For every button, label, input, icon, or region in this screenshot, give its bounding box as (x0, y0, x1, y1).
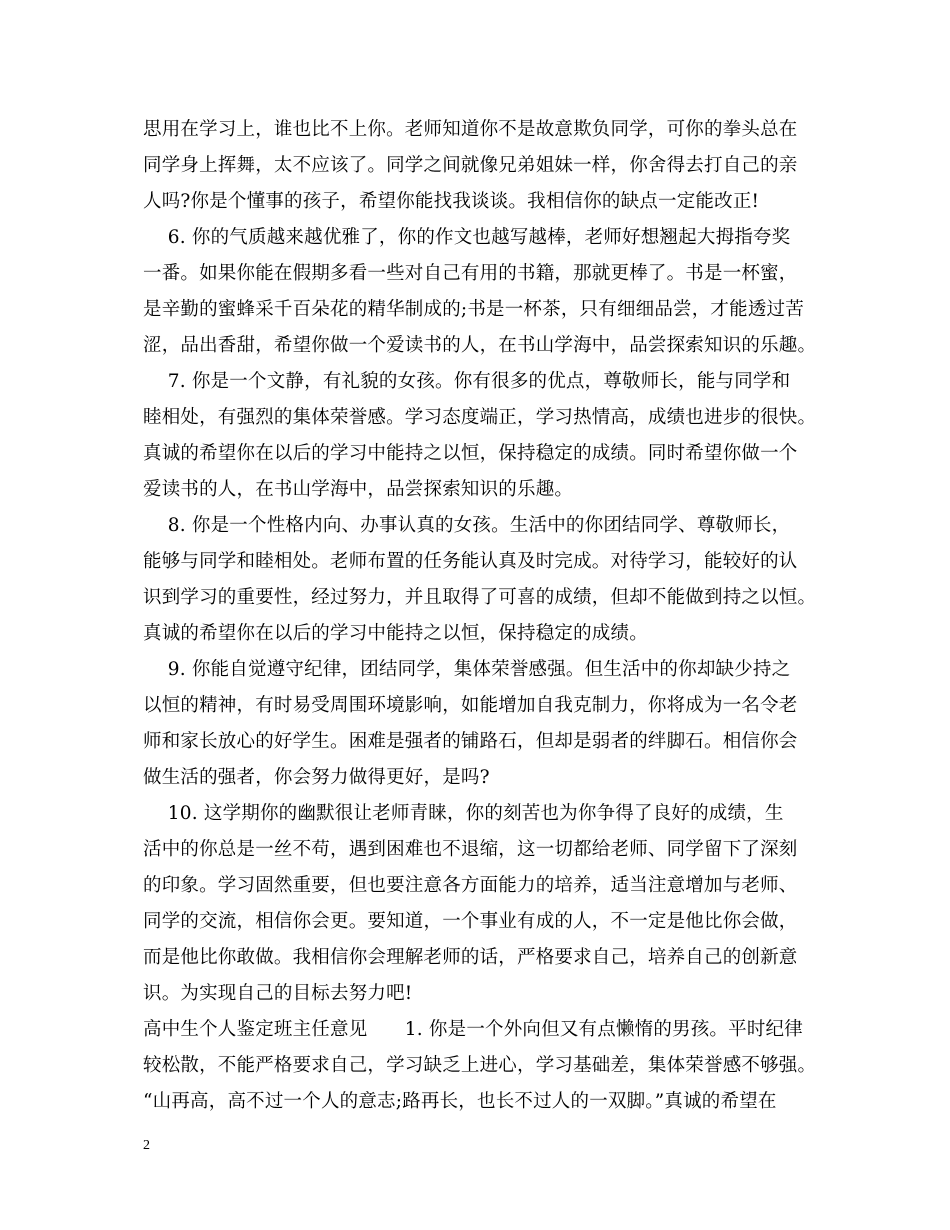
text-line: 7. 你是一个文静，有礼貌的女孩。你有很多的优点，尊敬师长，能与同学和 (143, 371, 791, 392)
text-line: 同学身上挥舞，太不应该了。同学之间就像兄弟姐妹一样，你舍得去打自己的亲 (143, 155, 798, 176)
text-line: 做生活的强者，你会努力做得更好，是吗? (143, 767, 490, 788)
text-line: 而是他比你敢做。我相信你会理解老师的话，严格要求自己，培养自己的创新意 (143, 947, 798, 968)
text-line: 师和家长放心的好学生。困难是强者的铺路石，但却是弱者的绊脚石。相信你会 (143, 731, 798, 752)
text-line: 8. 你是一个性格内向、办事认真的女孩。生活中的你团结同学、尊敬师长， (143, 515, 791, 536)
text-line: 涩，品出香甜，希望你做一个爱读书的人，在书山学海中，品尝探索知识的乐趣。 (143, 335, 817, 356)
text-line: 能够与同学和睦相处。老师布置的任务能认真及时完成。对待学习，能较好的认 (143, 551, 798, 572)
text-line: 的印象。学习固然重要，但也要注意各方面能力的培养，适当注意增加与老师、 (143, 875, 798, 896)
page-number: 2 (143, 1138, 150, 1153)
text-line: 睦相处，有强烈的集体荣誉感。学习态度端正，学习热情高，成绩也进步的很快。 (143, 407, 817, 428)
text-line: 真诚的希望你在以后的学习中能持之以恒，保持稳定的成绩。 (143, 623, 648, 644)
text-line: 思用在学习上，谁也比不上你。老师知道你不是故意欺负同学，可你的拳头总在 (143, 119, 798, 140)
text-line: 识到学习的重要性，经过努力，并且取得了可喜的成绩，但却不能做到持之以恒。 (143, 587, 817, 608)
text-line: 识。为实现自己的目标去努力吧! (143, 983, 413, 1004)
text-line: 高中生个人鉴定班主任意见 1. 你是一个外向但又有点懒惰的男孩。平时纪律 (143, 1019, 803, 1040)
text-line: 是辛勤的蜜蜂采千百朵花的精华制成的;书是一杯茶，只有细细品尝，才能透过苦 (143, 299, 804, 320)
text-line: 同学的交流，相信你会更。要知道，一个事业有成的人，不一定是他比你会做， (143, 911, 798, 932)
text-line: 以恒的精神，有时易受周围环境影响，如能增加自我克制力，你将成为一名令老 (143, 695, 798, 716)
text-line: 较松散，不能严格要求自己，学习缺乏上进心，学习基础差，集体荣誉感不够强。 (143, 1055, 817, 1076)
text-line: 活中的你总是一丝不苟，遇到困难也不退缩，这一切都给老师、同学留下了深刻 (143, 839, 798, 860)
text-line: 6. 你的气质越来越优雅了，你的作文也越写越棒，老师好想翘起大拇指夸奖 (143, 227, 791, 248)
text-line: 人吗?你是个懂事的孩子，希望你能找我谈谈。我相信你的缺点一定能改正! (143, 191, 760, 212)
text-line: 真诚的希望你在以后的学习中能持之以恒，保持稳定的成绩。同时希望你做一个 (143, 443, 798, 464)
text-line: “山再高，高不过一个人的意志;路再长，也长不过人的一双脚。”真诚的希望在 (143, 1091, 777, 1112)
text-line: 10. 这学期你的幽默很让老师青睐，你的刻苦也为你争得了良好的成绩，生 (143, 803, 784, 824)
text-line: 一番。如果你能在假期多看一些对自己有用的书籍，那就更棒了。书是一杯蜜， (143, 263, 798, 284)
text-line: 9. 你能自觉遵守纪律，团结同学，集体荣誉感强。但生活中的你却缺少持之 (143, 659, 791, 680)
text-line: 爱读书的人，在书山学海中，品尝探索知识的乐趣。 (143, 479, 574, 500)
